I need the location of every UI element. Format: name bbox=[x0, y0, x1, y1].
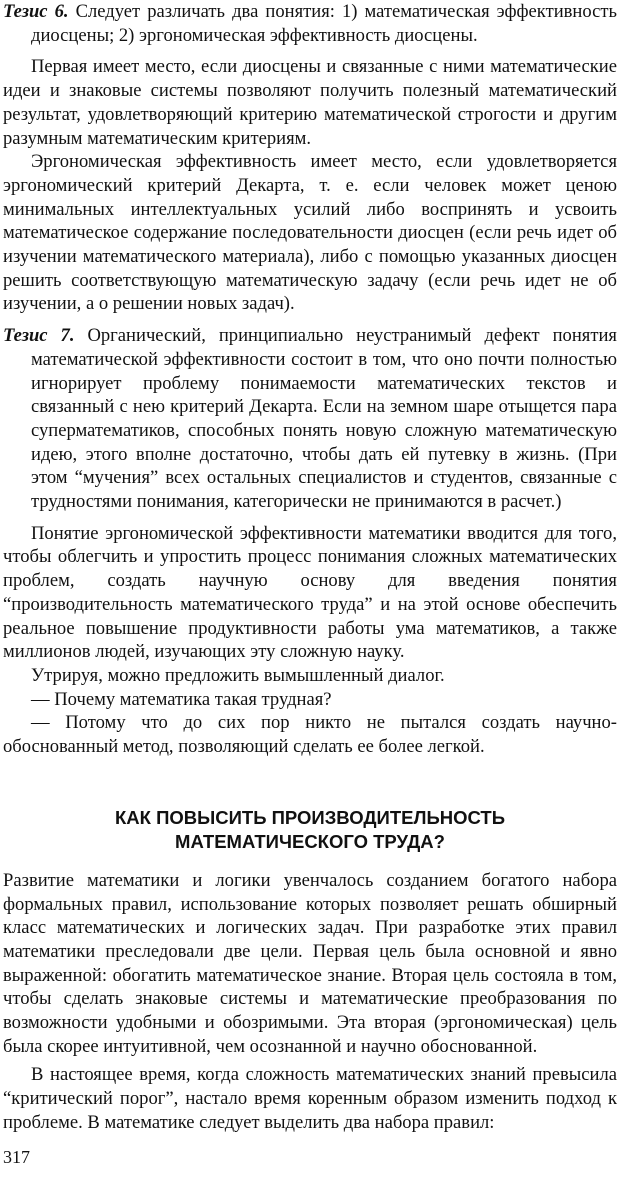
paragraph: Утрируя, можно предложить вымышленный диалог. bbox=[31, 664, 445, 686]
thesis-7-text: Органический, принципиально неустранимый дефект понятия математической эффективности состоит в том, что оно почти полностью игнорирует проблему понимаемости математических текстов и связанный с нею критерий Декарта. Если на земном шаре отыщется пара суперматематиков, способных понять новую сложную математическую идею, этого вполне достаточно, чтобы дать ей путевку в жизнь. (При этом “мучения” всех остальных специалистов и студентов, связанные с трудностями понимания, категорически не принимаются в расчет.) bbox=[31, 325, 617, 513]
thesis-7-label: Тезис 7. bbox=[3, 325, 75, 347]
page-body bbox=[3, 0, 617, 1135]
thesis-6-text: Следует различать два понятия: 1) математическая эффективность диосцены; 2) эргономическая эффективность диосцены. bbox=[31, 1, 617, 46]
dialogue-line: — Потому что до сих пор никто не пытался создать научно-обоснованный метод, позволяющий сделать ее более легкой. bbox=[3, 712, 617, 758]
dialogue-line: — Почему математика такая трудная? bbox=[31, 688, 332, 710]
thesis-6-label: Тезис 6. bbox=[3, 1, 69, 22]
thesis-7 bbox=[3, 324, 617, 514]
section-heading bbox=[3, 806, 617, 854]
page-number: 317 bbox=[3, 1147, 30, 1167]
thesis-6 bbox=[3, 0, 617, 47]
paragraph: Развитие математики и логики увенчалось созданием богатого набора формальных правил, использование которых позволяет решать обширный класс математических и логических задач. При разработке этих правил математики преследовали две цели. Первая цель была основной и явно выраженной: обогатить математическое знание. Вторая цель состояла в том, чтобы сделать знаковые системы и математические преобразования по возможности удобными и обозримыми. Эта вторая (эргономическая) цель была скорее интуитивной, чем осознанной и научно обоснованной. bbox=[3, 869, 617, 1057]
paragraph: Первая имеет место, если диосцены и связанные с ними математические идеи и знаковые системы позволяют получить полезный математический результат, удовлетворяющий критерию математической строгости и другим разумным математическим критериям. bbox=[3, 56, 617, 149]
section-heading-line-2: МАТЕМАТИЧЕСКОГО ТРУДА? bbox=[175, 830, 445, 852]
paragraph: В настоящее время, когда сложность математических знаний превысила “критический порог”, настало время коренным образом изменить подход к проблеме. В математике следует выделить два набора правил: bbox=[3, 1064, 617, 1133]
section-heading-line-1: КАК ПОВЫСИТЬ ПРОИЗВОДИТЕЛЬНОСТЬ bbox=[115, 806, 505, 828]
paragraph: Понятие эргономической эффективности математики вводится для того, чтобы облегчить и упростить процесс понимания сложных математических проблем, создать научную основу для введения понятия “производительность математического труда” и на этой основе обеспечить реальное повышение продуктивности работы ума математиков, а также миллионов людей, изучающих эту сложную науку. bbox=[3, 522, 617, 663]
paragraph: Эргономическая эффективность имеет место, если удовлетворяется эргономический критерий Декарта, т. е. если человек может ценою минимальных интеллектуальных усилий либо воспринять и усвоить математическое содержание последовательности диосцен (если речь идет об изучении математического материала), либо с помощью указанных диосцен решить соответствующую математическую задачу (если речь идет не об изучении, а о решении новых задач). bbox=[3, 151, 617, 315]
